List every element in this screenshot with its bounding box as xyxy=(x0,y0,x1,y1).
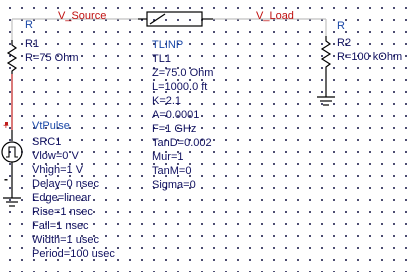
ground-left-icon xyxy=(3,198,21,206)
pulse-waveform-icon xyxy=(6,147,18,157)
r1-resistor-symbol xyxy=(8,40,16,74)
tl1-param[interactable]: K=2.1 xyxy=(152,95,182,107)
src1-param[interactable]: Vlow=0 V xyxy=(32,150,79,162)
r1-type-label: R xyxy=(25,19,33,31)
wire-label-v-load[interactable]: V_Load xyxy=(256,10,294,22)
r1-param[interactable]: R=75 Ohm xyxy=(25,52,79,64)
src1-plus-sign: + xyxy=(3,121,9,132)
r2-type-label: R xyxy=(337,20,345,32)
src1-param[interactable]: Vhigh=1 V xyxy=(32,164,84,176)
tl1-name-label[interactable]: TL1 xyxy=(152,53,171,65)
src1-param[interactable]: Fall=1 nsec xyxy=(32,220,89,232)
tl1-param[interactable]: L=1000.0 ft xyxy=(152,81,208,93)
wire-label-v-source[interactable]: V_Source xyxy=(58,10,107,22)
r1-name-label[interactable]: R1 xyxy=(25,38,40,50)
r2-name-label[interactable]: R2 xyxy=(337,37,352,49)
tl1-box xyxy=(147,12,202,26)
r2-resistor-symbol xyxy=(322,36,330,70)
src1-param[interactable]: Period=100 usec xyxy=(32,248,115,260)
src1-param[interactable]: Edge=linear xyxy=(32,192,92,204)
src1-param[interactable]: Width=1 usec xyxy=(32,234,99,246)
src1-param[interactable]: Delay=0 nsec xyxy=(32,178,99,190)
tl1-param[interactable]: Sigma=0 xyxy=(152,179,196,191)
tl1-param[interactable]: TanM=0 xyxy=(152,165,192,177)
tl1-param[interactable]: A=0.0001 xyxy=(152,109,200,121)
src1-type-label: VtPulse xyxy=(32,120,70,132)
r2-param[interactable]: R=100 kOhm xyxy=(337,51,403,63)
tl1-type-label: TLINP xyxy=(152,39,184,51)
src1-name-label[interactable]: SRC1 xyxy=(32,136,62,148)
tl1-param[interactable]: Mur=1 xyxy=(152,151,184,163)
src1-circle xyxy=(2,142,22,162)
tl1-diagonal xyxy=(150,14,165,24)
tl1-param[interactable]: Z=75.0 Ohm xyxy=(152,67,214,79)
tl1-param[interactable]: F=1 GHz xyxy=(152,123,197,135)
ground-right-icon xyxy=(317,97,335,105)
src1-minus-sign: - xyxy=(4,172,8,186)
tl1-param[interactable]: TanD=0.002 xyxy=(152,137,212,149)
src1-param[interactable]: Rise=1 nsec xyxy=(32,206,93,218)
